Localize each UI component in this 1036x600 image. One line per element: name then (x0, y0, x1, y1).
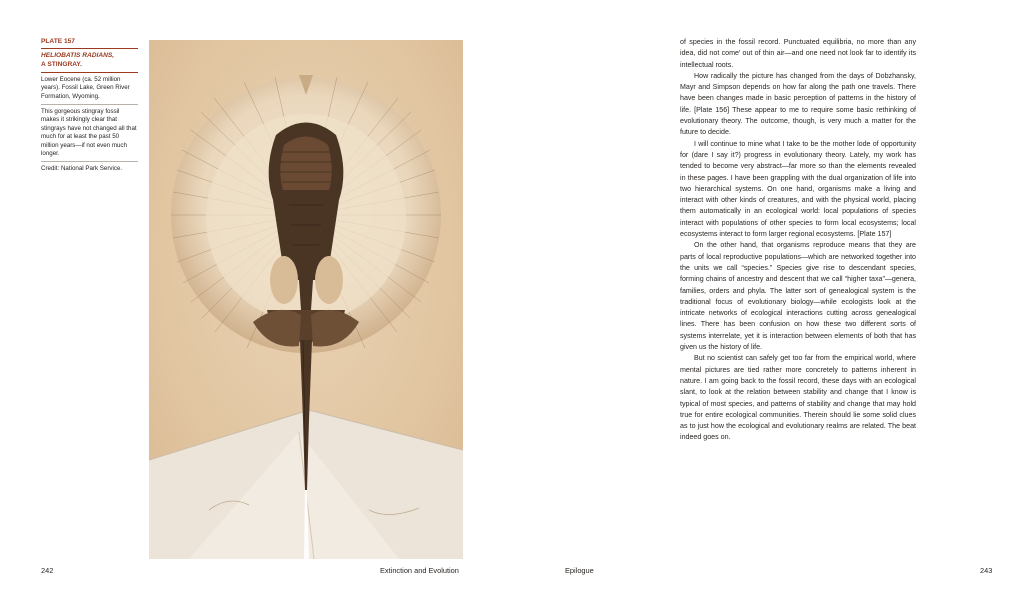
plate-number: PLATE 157 (41, 38, 138, 49)
body-paragraph-1: of species in the fossil record. Punctuated equilibria, no more than any idea, did not come’ out of thin air—and one need not look far to identify its intellectual roots. (680, 38, 916, 69)
caption-age-location: Lower Eocene (ca. 52 million years). Fossil Lake, Green River Formation, Wyoming. (41, 76, 138, 105)
right-running-title: Epilogue (565, 566, 594, 575)
caption-description: This gorgeous stingray fossil makes it strikingly clear that stingrays have not changed all that much for at least the past 50 million years—if not even much longer. (41, 108, 138, 162)
body-text (680, 37, 916, 444)
species-common-name: A STINGRAY. (41, 60, 82, 68)
left-page-number: 242 (41, 566, 54, 575)
species-scientific-name: HELIOBATIS RADIANS, (41, 52, 115, 60)
body-paragraph-5: But no scientist can safely get too far from the empirical world, where mental pictures are tied rather more concretely to patterns inherent in nature. I am going back to the fossil record, these days with an ecological slant, to look at the relation between stability and change that I know is typical of most species, and patterns of stability and change that may hold true for entire ecological communities. Therein should lie some solid clues as to just how the ecological and evolutionary realms are related. The beat indeed goes on. (680, 354, 916, 442)
body-paragraph-2: How radically the picture has changed from the days of Dobzhansky, Mayr and Simpson depends on how far along the path one travels. There have been changes made in basic perception of patterns in the history of life. [Plate 156] These appear to me to require some basic rethinking of evolutionary theory. The outcome, though, is very much a matter for the future to decide. (680, 71, 916, 137)
body-paragraph-4: On the other hand, that organisms reproduce means that they are parts of local reproductive populations—which are networked together into the units we call “species.” Species give rise to descendant species, forming chains of ancestry and descent that we call “higher taxa”—genera, families, orders and phyla. The latter sort of genealogical system is the traditional focus of evolutionary biology—while ecologists look at the intricate networks of ecological interactions cutting across genealogical lines. There has been confusion on how these two different sorts of systems interrelate, yet it is interaction between elements of both that has given us the history of life. (680, 241, 916, 352)
photo-caption (41, 38, 138, 180)
body-paragraph-3: I will continue to mine what I take to be the mother lode of opportunity for (dare I say it?) progress in evolutionary theory. Lately, my work has tended to become very abstract—far more so than the elements revealed in these pages. I have been grappling with the dual organization of life into two hierarchical systems. On one hand, organisms make a living and interact with other kinds of creatures, and with the physical world, placing them automatically in an ecological world: local populations of species interact with populations of other species to form local ecosystems; local ecosystems interact to form larger regional ecosystems. [Plate 157] (680, 139, 916, 239)
right-page-number: 243 (980, 566, 993, 575)
left-running-title: Extinction and Evolution (380, 566, 459, 575)
stingray-fossil-photo (149, 40, 463, 559)
species-title (41, 52, 138, 72)
caption-credit: Credit: National Park Service. (41, 165, 123, 173)
